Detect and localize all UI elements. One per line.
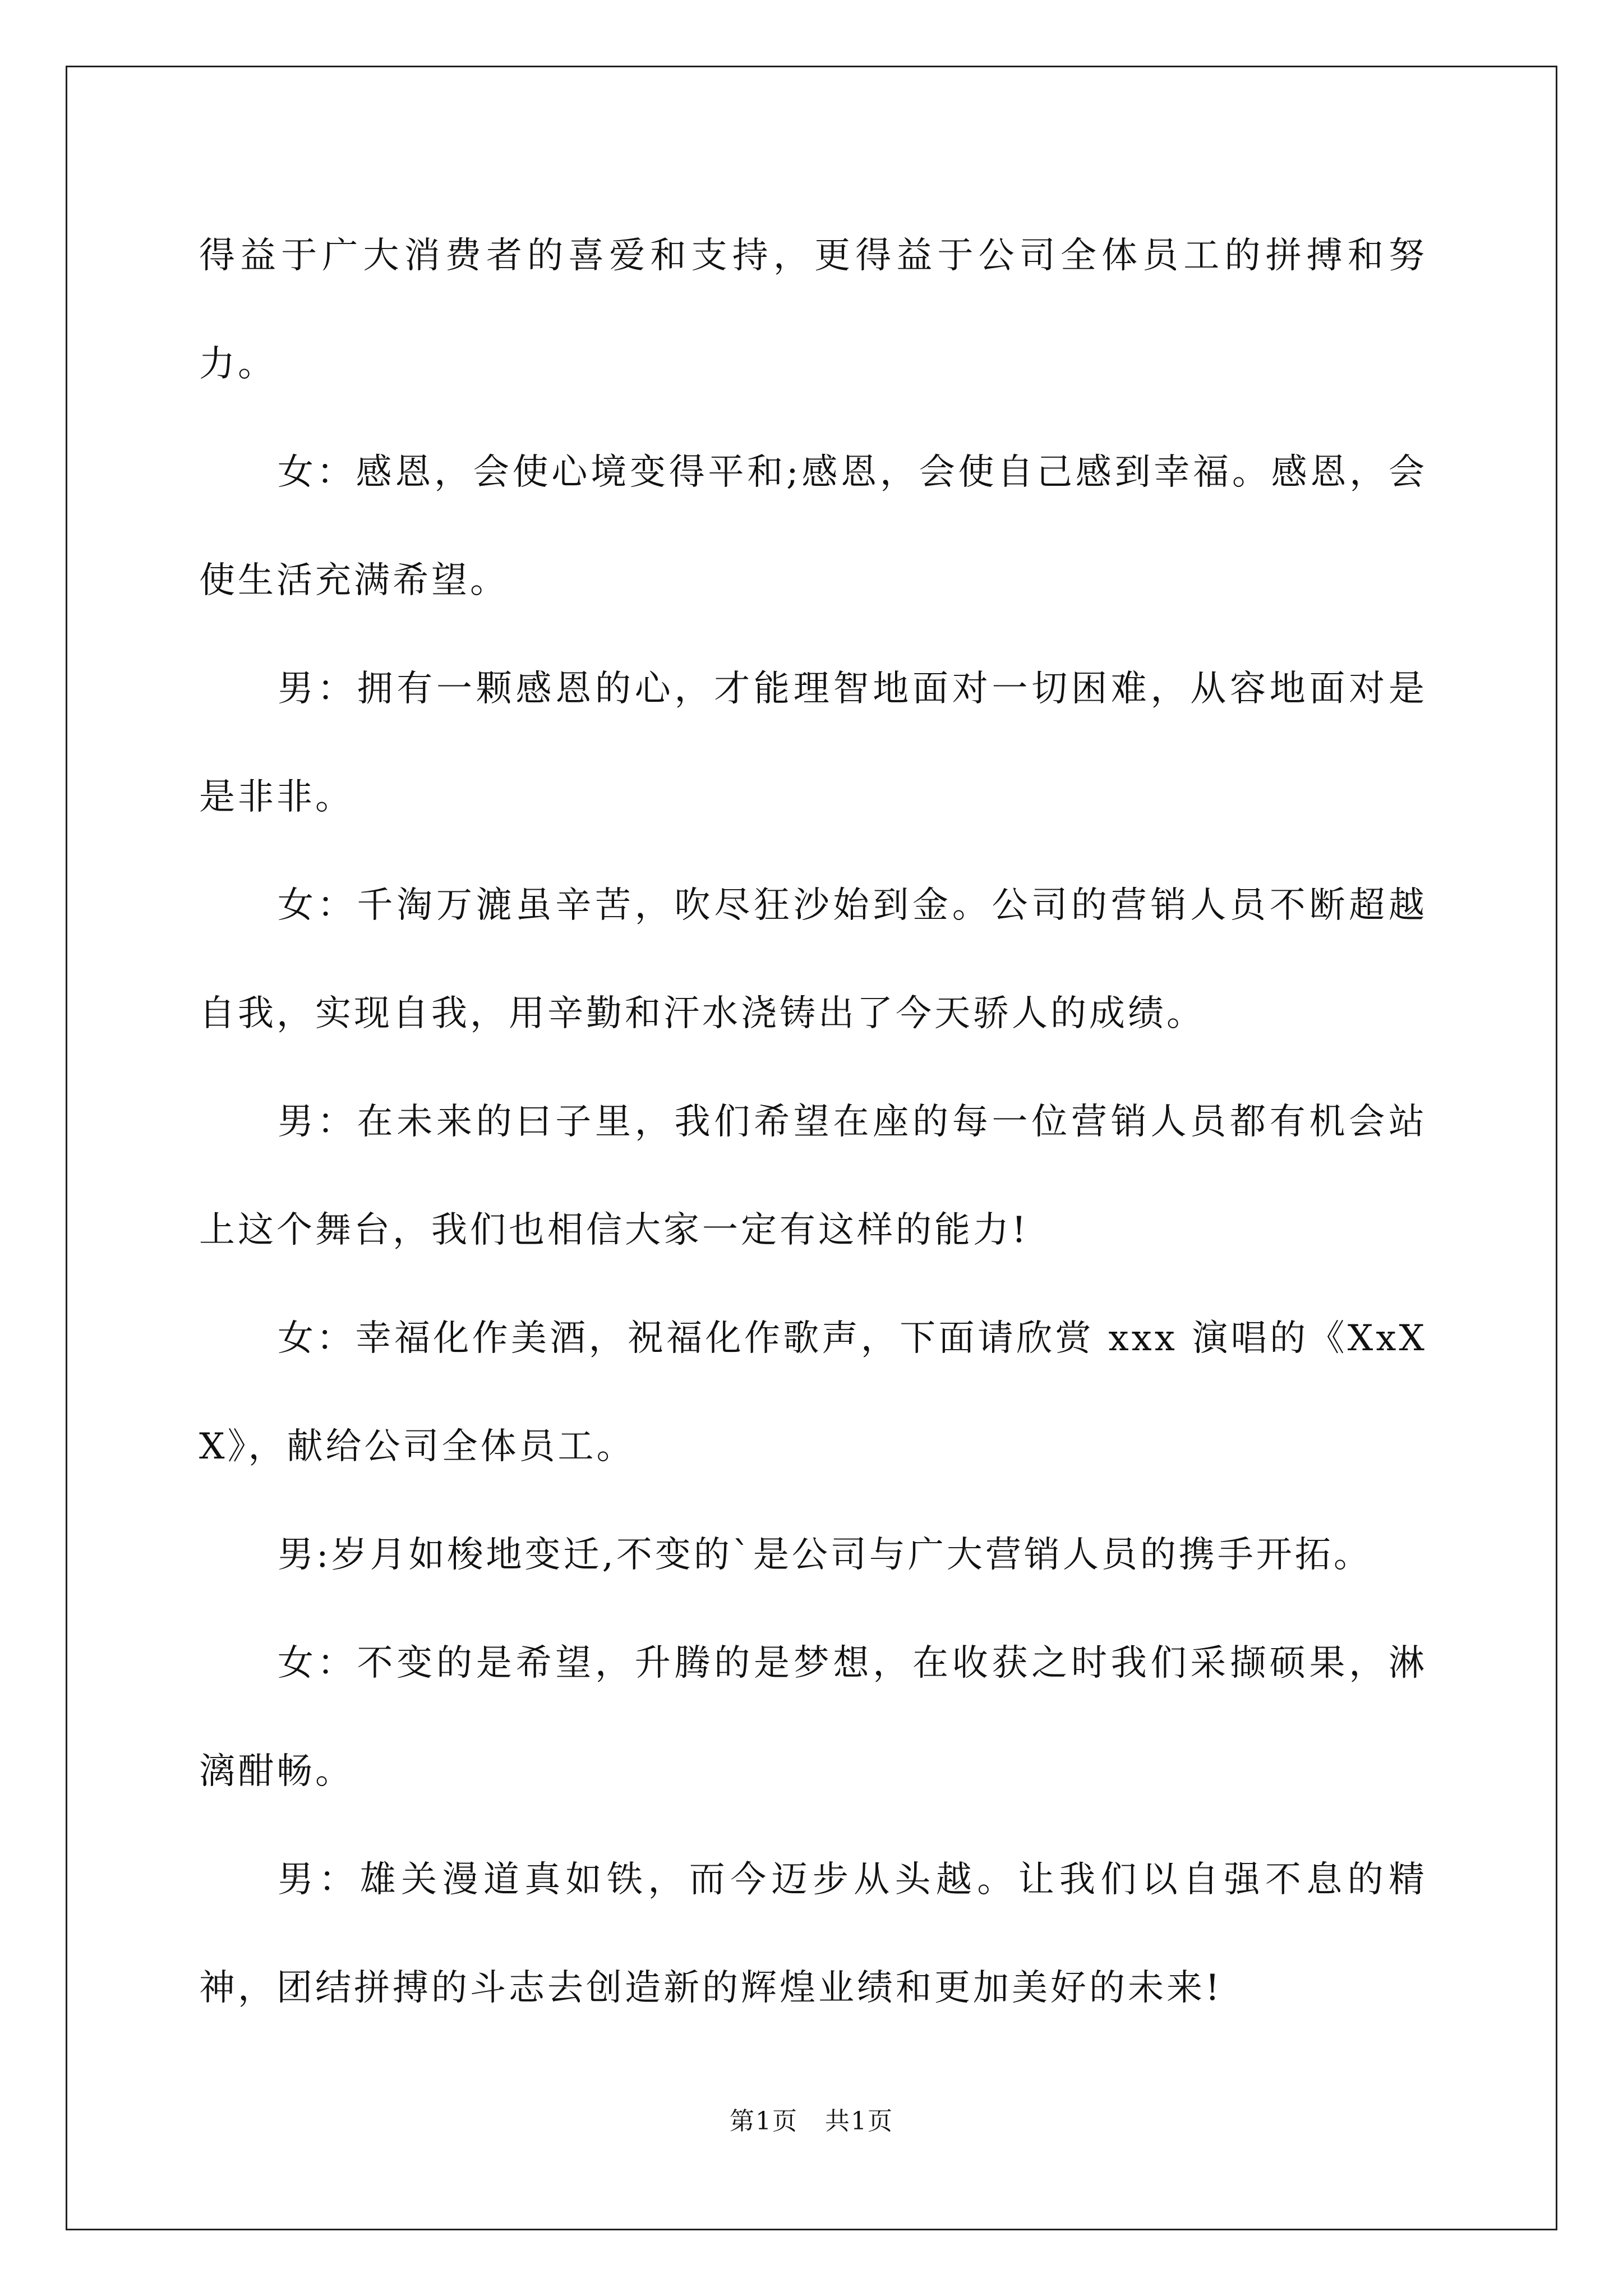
paragraph: 男:岁月如梭地变迁,不变的`是公司与广大营销人员的携手开拓。 (278, 1534, 1372, 1576)
page-total: 共1页 (825, 2107, 893, 2136)
paragraph: 男：在未来的曰子里，我们希望在座的每一位营销人员都有机会站上这个舞台，我们也相信大家一定有这样的能力! (199, 1101, 1427, 1251)
page-number: 第1页 (730, 2107, 798, 2136)
paragraph: 女：不变的是希望，升腾的是梦想，在收获之时我们采撷硕果，淋漓酣畅。 (199, 1642, 1427, 1792)
paragraph: 女：感恩，会使心境变得平和;感恩，会使自己感到幸福。感恩，会使生活充满希望。 (199, 452, 1427, 601)
paragraph: 得益于广大消费者的喜爱和支持，更得益于公司全体员工的拼搏和努力。 (199, 235, 1427, 385)
paragraph: 男：雄关漫道真如铁，而今迈步从头越。让我们以自强不息的精神，团结拼搏的斗志去创造新的辉煌业绩和更加美好的未来! (199, 1859, 1427, 2009)
document-body (199, 202, 1427, 2042)
paragraph: 女：千淘万漉虽辛苦，吹尽狂沙始到金。公司的营销人员不断超越自我，实现自我，用辛勤和汗水浇铸出了今天骄人的成绩。 (199, 885, 1427, 1034)
paragraph: 男：拥有一颗感恩的心，才能理智地面对一切困难，从容地面对是是非非。 (199, 668, 1427, 818)
page-footer (0, 2101, 1623, 2137)
paragraph: 女：幸福化作美酒，祝福化作歌声，下面请欣赏 xxx 演唱的《XxXX》，献给公司全体员工。 (199, 1318, 1427, 1467)
